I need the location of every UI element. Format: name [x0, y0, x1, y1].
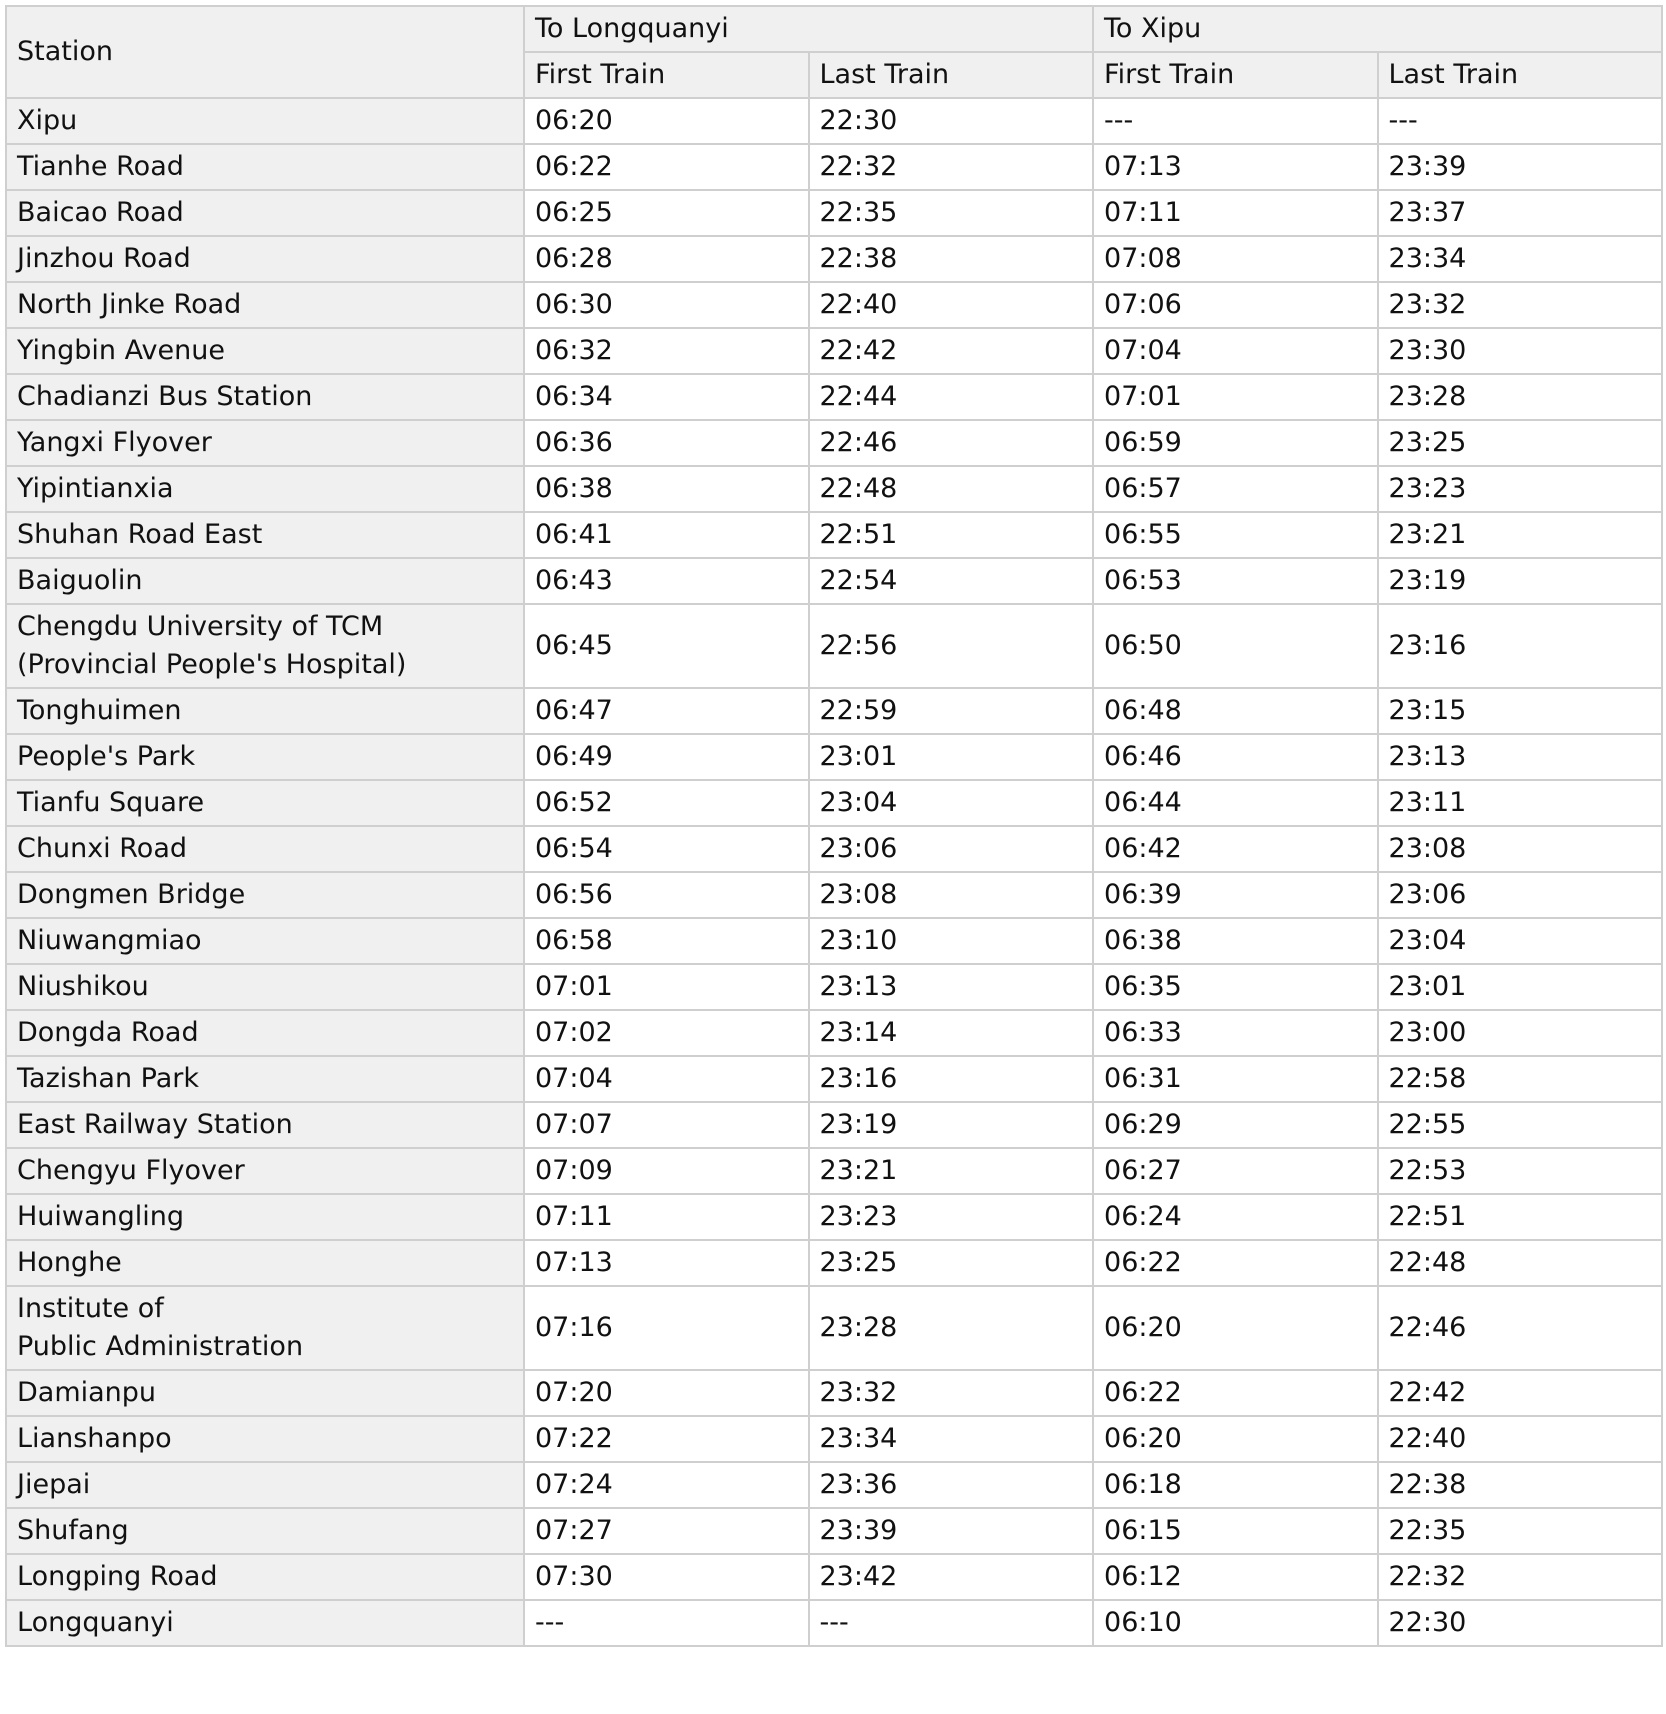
station-name [6, 688, 524, 734]
first-train-to-longquanyi: 07:16 [524, 1286, 809, 1370]
last-train-to-longquanyi: 22:46 [809, 420, 1094, 466]
last-train-to-longquanyi: 23:23 [809, 1194, 1094, 1240]
table-row [6, 1148, 1662, 1194]
station-name [6, 144, 524, 190]
last-train-to-xipu: 22:30 [1378, 1600, 1663, 1646]
first-train-to-longquanyi: 07:20 [524, 1370, 809, 1416]
last-train-to-xipu: 22:58 [1378, 1056, 1663, 1102]
table-row [6, 282, 1662, 328]
station-name-line: Baiguolin [17, 565, 143, 596]
first-train-to-xipu: 06:53 [1093, 558, 1378, 604]
table-row [6, 1600, 1662, 1646]
station-name [6, 558, 524, 604]
first-train-to-longquanyi: 07:24 [524, 1462, 809, 1508]
station-name-line: Tonghuimen [17, 695, 182, 726]
station-name-line: Chengyu Flyover [17, 1155, 245, 1186]
last-train-to-longquanyi: 22:48 [809, 466, 1094, 512]
last-train-to-xipu: 22:53 [1378, 1148, 1663, 1194]
last-train-to-longquanyi: 23:21 [809, 1148, 1094, 1194]
table-row [6, 1194, 1662, 1240]
station-name-line: Tianhe Road [17, 151, 184, 182]
station-name [6, 1462, 524, 1508]
table-row [6, 374, 1662, 420]
station-name [6, 420, 524, 466]
first-train-to-xipu: 06:24 [1093, 1194, 1378, 1240]
last-train-to-longquanyi: 22:42 [809, 328, 1094, 374]
first-train-to-xipu: 06:55 [1093, 512, 1378, 558]
first-train-to-xipu: 06:31 [1093, 1056, 1378, 1102]
last-train-to-longquanyi: 22:59 [809, 688, 1094, 734]
first-train-to-xipu: 06:20 [1093, 1416, 1378, 1462]
station-name [6, 1010, 524, 1056]
first-train-to-xipu: 06:12 [1093, 1554, 1378, 1600]
last-train-to-longquanyi: 23:39 [809, 1508, 1094, 1554]
table-row [6, 1010, 1662, 1056]
station-name [6, 780, 524, 826]
last-train-to-xipu: 23:34 [1378, 236, 1663, 282]
first-train-to-longquanyi: 07:07 [524, 1102, 809, 1148]
station-name-line: (Provincial People's Hospital) [17, 649, 407, 680]
first-train-to-longquanyi: 07:11 [524, 1194, 809, 1240]
first-train-to-longquanyi: 06:22 [524, 144, 809, 190]
last-train-to-longquanyi: 23:28 [809, 1286, 1094, 1370]
table-body [6, 98, 1662, 1646]
first-train-to-longquanyi: 06:45 [524, 604, 809, 688]
first-train-to-longquanyi: 06:43 [524, 558, 809, 604]
first-train-to-longquanyi: 06:28 [524, 236, 809, 282]
station-name [6, 98, 524, 144]
first-train-to-longquanyi: 06:34 [524, 374, 809, 420]
first-train-to-xipu: 06:10 [1093, 1600, 1378, 1646]
last-train-to-xipu: 23:19 [1378, 558, 1663, 604]
first-train-to-xipu: 06:57 [1093, 466, 1378, 512]
table-row [6, 604, 1662, 688]
station-name [6, 1554, 524, 1600]
last-train-to-longquanyi: 22:30 [809, 98, 1094, 144]
station-name [6, 1194, 524, 1240]
last-train-to-xipu: 22:48 [1378, 1240, 1663, 1286]
first-train-to-xipu: 07:04 [1093, 328, 1378, 374]
table-row [6, 1508, 1662, 1554]
station-name-line: Shufang [17, 1515, 129, 1546]
last-train-to-longquanyi: 23:06 [809, 826, 1094, 872]
first-train-to-xipu: 06:46 [1093, 734, 1378, 780]
first-train-to-longquanyi: 06:32 [524, 328, 809, 374]
first-train-to-xipu: 07:06 [1093, 282, 1378, 328]
station-name [6, 918, 524, 964]
header-to-longquanyi: To Longquanyi [524, 6, 1093, 52]
station-name-line: Damianpu [17, 1377, 157, 1408]
first-train-to-longquanyi: 06:47 [524, 688, 809, 734]
station-name-line: Tazishan Park [17, 1063, 200, 1094]
station-name-line: Dongda Road [17, 1017, 199, 1048]
first-train-to-longquanyi: 07:02 [524, 1010, 809, 1056]
table-row [6, 918, 1662, 964]
station-name [6, 1102, 524, 1148]
station-name-line: Chengdu University of TCM [17, 611, 384, 642]
table-row [6, 558, 1662, 604]
last-train-to-longquanyi: 23:19 [809, 1102, 1094, 1148]
station-name-line: Jinzhou Road [17, 243, 191, 274]
station-name [6, 1056, 524, 1102]
last-train-to-xipu: 22:40 [1378, 1416, 1663, 1462]
first-train-to-xipu: --- [1093, 98, 1378, 144]
last-train-to-longquanyi: 23:36 [809, 1462, 1094, 1508]
last-train-to-xipu: 23:16 [1378, 604, 1663, 688]
station-name [6, 512, 524, 558]
first-train-to-longquanyi: 06:25 [524, 190, 809, 236]
first-train-to-longquanyi: 06:20 [524, 98, 809, 144]
first-train-to-xipu: 07:08 [1093, 236, 1378, 282]
first-train-to-xipu: 06:22 [1093, 1240, 1378, 1286]
first-train-to-xipu: 06:50 [1093, 604, 1378, 688]
last-train-to-xipu: 23:08 [1378, 826, 1663, 872]
last-train-to-xipu: 23:04 [1378, 918, 1663, 964]
last-train-to-xipu: 22:51 [1378, 1194, 1663, 1240]
station-name [6, 734, 524, 780]
station-name [6, 1240, 524, 1286]
station-name-line: Dongmen Bridge [17, 879, 246, 910]
last-train-to-xipu: 22:46 [1378, 1286, 1663, 1370]
table-row [6, 1462, 1662, 1508]
first-train-to-xipu: 06:33 [1093, 1010, 1378, 1056]
last-train-to-xipu: 22:32 [1378, 1554, 1663, 1600]
station-name-line: Yipintianxia [17, 473, 174, 504]
first-train-to-xipu: 06:29 [1093, 1102, 1378, 1148]
station-name-line: Huiwangling [17, 1201, 185, 1232]
last-train-to-xipu: 23:21 [1378, 512, 1663, 558]
first-train-to-longquanyi: 06:54 [524, 826, 809, 872]
table-row [6, 1286, 1662, 1370]
last-train-to-xipu: 23:25 [1378, 420, 1663, 466]
table-row [6, 1416, 1662, 1462]
last-train-to-longquanyi: 22:44 [809, 374, 1094, 420]
last-train-to-longquanyi: 22:35 [809, 190, 1094, 236]
station-name [6, 964, 524, 1010]
last-train-to-longquanyi: 23:42 [809, 1554, 1094, 1600]
station-name [6, 190, 524, 236]
table-header [6, 6, 1662, 98]
first-train-to-longquanyi: 07:01 [524, 964, 809, 1010]
station-name [6, 1600, 524, 1646]
last-train-to-longquanyi: 22:38 [809, 236, 1094, 282]
first-train-to-xipu: 06:18 [1093, 1462, 1378, 1508]
station-name [6, 466, 524, 512]
first-train-to-longquanyi: 07:30 [524, 1554, 809, 1600]
table-row [6, 688, 1662, 734]
first-train-to-longquanyi: 07:22 [524, 1416, 809, 1462]
station-name-line: People's Park [17, 741, 196, 772]
last-train-to-xipu: 22:38 [1378, 1462, 1663, 1508]
station-name-line: Chadianzi Bus Station [17, 381, 313, 412]
last-train-to-longquanyi: --- [809, 1600, 1094, 1646]
station-name-line: Shuhan Road East [17, 519, 263, 550]
station-name-line: Baicao Road [17, 197, 184, 228]
table-row [6, 144, 1662, 190]
first-train-to-longquanyi: 06:41 [524, 512, 809, 558]
last-train-to-xipu: 23:37 [1378, 190, 1663, 236]
table-row [6, 1240, 1662, 1286]
table-row [6, 190, 1662, 236]
table-row [6, 98, 1662, 144]
station-name-line: Niuwangmiao [17, 925, 202, 956]
last-train-to-xipu: 23:23 [1378, 466, 1663, 512]
last-train-to-xipu: 23:15 [1378, 688, 1663, 734]
station-name-line: Niushikou [17, 971, 149, 1002]
station-name-line: Longquanyi [17, 1607, 174, 1638]
last-train-to-xipu: 23:39 [1378, 144, 1663, 190]
first-train-to-longquanyi: --- [524, 1600, 809, 1646]
last-train-to-longquanyi: 23:14 [809, 1010, 1094, 1056]
last-train-to-longquanyi: 22:32 [809, 144, 1094, 190]
table-row [6, 780, 1662, 826]
first-train-to-xipu: 06:39 [1093, 872, 1378, 918]
last-train-to-xipu: 23:06 [1378, 872, 1663, 918]
table-row [6, 1056, 1662, 1102]
station-name-line: East Railway Station [17, 1109, 293, 1140]
last-train-to-longquanyi: 23:13 [809, 964, 1094, 1010]
station-name [6, 826, 524, 872]
station-name-line: Honghe [17, 1247, 122, 1278]
header-first-train-longquanyi: First Train [524, 52, 809, 98]
station-name [6, 236, 524, 282]
station-name-line: Xipu [17, 105, 78, 136]
station-name [6, 328, 524, 374]
last-train-to-longquanyi: 23:04 [809, 780, 1094, 826]
first-train-to-xipu: 07:11 [1093, 190, 1378, 236]
first-train-to-longquanyi: 06:36 [524, 420, 809, 466]
table-row [6, 466, 1662, 512]
header-last-train-longquanyi: Last Train [809, 52, 1094, 98]
last-train-to-longquanyi: 23:16 [809, 1056, 1094, 1102]
first-train-to-xipu: 06:44 [1093, 780, 1378, 826]
header-first-train-xipu: First Train [1093, 52, 1378, 98]
first-train-to-xipu: 06:35 [1093, 964, 1378, 1010]
table-row [6, 1554, 1662, 1600]
first-train-to-xipu: 06:59 [1093, 420, 1378, 466]
table-row [6, 826, 1662, 872]
last-train-to-xipu: 23:32 [1378, 282, 1663, 328]
last-train-to-xipu: --- [1378, 98, 1663, 144]
first-train-to-xipu: 07:13 [1093, 144, 1378, 190]
station-name [6, 1370, 524, 1416]
station-name [6, 1416, 524, 1462]
table-row [6, 420, 1662, 466]
station-name-line: Yingbin Avenue [17, 335, 225, 366]
header-station: Station [6, 6, 524, 98]
last-train-to-longquanyi: 23:01 [809, 734, 1094, 780]
table-row [6, 964, 1662, 1010]
station-name [6, 604, 524, 688]
last-train-to-longquanyi: 22:54 [809, 558, 1094, 604]
last-train-to-longquanyi: 23:32 [809, 1370, 1094, 1416]
last-train-to-longquanyi: 23:10 [809, 918, 1094, 964]
station-name-line: Public Administration [17, 1331, 304, 1362]
station-name [6, 374, 524, 420]
last-train-to-xipu: 23:30 [1378, 328, 1663, 374]
header-to-xipu: To Xipu [1093, 6, 1662, 52]
first-train-to-longquanyi: 07:13 [524, 1240, 809, 1286]
last-train-to-xipu: 23:13 [1378, 734, 1663, 780]
first-train-to-longquanyi: 06:38 [524, 466, 809, 512]
table-row [6, 1370, 1662, 1416]
last-train-to-xipu: 22:35 [1378, 1508, 1663, 1554]
last-train-to-xipu: 23:00 [1378, 1010, 1663, 1056]
timetable [5, 5, 1663, 1647]
station-name [6, 282, 524, 328]
first-train-to-xipu: 06:27 [1093, 1148, 1378, 1194]
table-row [6, 328, 1662, 374]
first-train-to-longquanyi: 06:52 [524, 780, 809, 826]
last-train-to-longquanyi: 22:56 [809, 604, 1094, 688]
first-train-to-xipu: 06:38 [1093, 918, 1378, 964]
first-train-to-xipu: 06:48 [1093, 688, 1378, 734]
station-name [6, 1286, 524, 1370]
first-train-to-xipu: 06:15 [1093, 1508, 1378, 1554]
last-train-to-longquanyi: 23:25 [809, 1240, 1094, 1286]
station-name-line: Tianfu Square [17, 787, 205, 818]
station-name-line: Yangxi Flyover [17, 427, 212, 458]
table-row [6, 236, 1662, 282]
first-train-to-longquanyi: 06:56 [524, 872, 809, 918]
last-train-to-longquanyi: 22:40 [809, 282, 1094, 328]
last-train-to-longquanyi: 23:08 [809, 872, 1094, 918]
station-name [6, 872, 524, 918]
station-name-line: Lianshanpo [17, 1423, 172, 1454]
first-train-to-longquanyi: 06:58 [524, 918, 809, 964]
first-train-to-longquanyi: 07:04 [524, 1056, 809, 1102]
station-name [6, 1508, 524, 1554]
station-name-line: Institute of [17, 1293, 164, 1324]
first-train-to-longquanyi: 06:49 [524, 734, 809, 780]
station-name-line: Chunxi Road [17, 833, 188, 864]
first-train-to-longquanyi: 07:09 [524, 1148, 809, 1194]
first-train-to-xipu: 06:20 [1093, 1286, 1378, 1370]
station-name [6, 1148, 524, 1194]
first-train-to-longquanyi: 06:30 [524, 282, 809, 328]
station-name-line: North Jinke Road [17, 289, 242, 320]
station-name-line: Jiepai [17, 1469, 91, 1500]
last-train-to-xipu: 23:28 [1378, 374, 1663, 420]
table-row [6, 872, 1662, 918]
station-name-line: Longping Road [17, 1561, 218, 1592]
table-row [6, 1102, 1662, 1148]
last-train-to-xipu: 22:42 [1378, 1370, 1663, 1416]
table-row [6, 734, 1662, 780]
last-train-to-xipu: 23:01 [1378, 964, 1663, 1010]
first-train-to-xipu: 07:01 [1093, 374, 1378, 420]
last-train-to-xipu: 22:55 [1378, 1102, 1663, 1148]
first-train-to-xipu: 06:22 [1093, 1370, 1378, 1416]
last-train-to-longquanyi: 22:51 [809, 512, 1094, 558]
first-train-to-xipu: 06:42 [1093, 826, 1378, 872]
table-row [6, 512, 1662, 558]
last-train-to-xipu: 23:11 [1378, 780, 1663, 826]
last-train-to-longquanyi: 23:34 [809, 1416, 1094, 1462]
first-train-to-longquanyi: 07:27 [524, 1508, 809, 1554]
header-last-train-xipu: Last Train [1378, 52, 1663, 98]
